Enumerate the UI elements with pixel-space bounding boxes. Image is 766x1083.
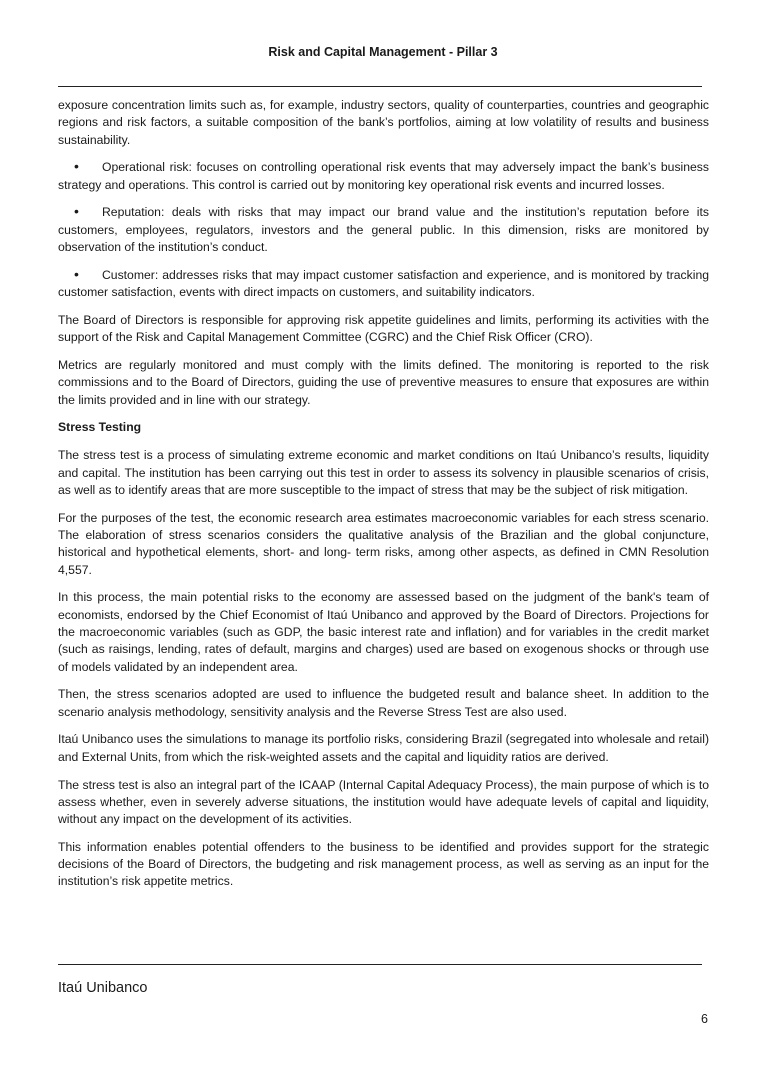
bullet-icon: •	[74, 203, 79, 220]
paragraph: The stress test is also an integral part of the ICAAP (Internal Capital Adequacy Process), the main purpose of which is to assess whether, even in severely adverse situations, the institution would have adequate levels of capital and liquidity, without any impact on the development of its activities.	[58, 777, 709, 827]
bullet-icon: •	[74, 265, 79, 282]
header-rule	[58, 86, 702, 87]
bullet-operational-risk: • Operational risk: focuses on controlling operational risk events that may adversely impact the bank’s business strategy and operations. This control is carried out by monitoring key operational risk events and incurred losses.	[58, 158, 709, 192]
paragraph: exposure concentration limits such as, for example, industry sectors, quality of counterparties, countries and geographic regions and risk factors, a suitable composition of the bank’s portfolios, aiming at low volatility of results and business sustainability.	[58, 98, 709, 147]
page-number: 6	[701, 1012, 708, 1026]
footer-rule	[58, 964, 702, 965]
paragraph: Itaú Unibanco uses the simulations to manage its portfolio risks, considering Brazil (segregated into wholesale and retail) and External Units, from which the risk-weighted assets and the capital and liquidity ratios are derived.	[58, 732, 709, 764]
bullet-icon: •	[74, 158, 79, 175]
section-heading: Stress Testing	[58, 420, 142, 435]
paragraph: The stress test is a process of simulating extreme economic and market conditions on Itaú Unibanco’s results, liquidity and capital. The institution has been carrying out this test in order to assess its solvency in plausible scenarios of crisis, as well as to identify areas that are more susceptible to the impact of stress that may be the subject of risk mitigation.	[58, 448, 709, 497]
paragraph: In this process, the main potential risks to the economy are assessed based on the judgment of the bank's team of economists, endorsed by the Chief Economist of Itaú Unibanco and approved by the Board of Directors. Projections for the macroeconomic variables (such as GDP, the basic interest rate and inflation) and for variables in the credit market (such as raisings, lending, rates of default, margins and charges) used are based on exogenous shocks or through use of models validated by an independent area.	[58, 590, 709, 674]
paragraph: This information enables potential offenders to the business to be identified and provides support for the strategic decisions of the Board of Directors, the budgeting and risk management process, as well as serving as an input for the institution’s risk appetite metrics.	[58, 839, 709, 889]
paragraph: Metrics are regularly monitored and must comply with the limits defined. The monitoring is reported to the risk commissions and to the Board of Directors, guiding the use of preventive measures to ensure that exposures are within the limits provided and in line with our strategy.	[58, 358, 709, 407]
paragraph: For the purposes of the test, the economic research area estimates macroeconomic variables for each stress scenario. The elaboration of stress scenarios considers the qualitative analysis of the Brazilian and the global conjuncture, historical and hypothetical elements, short- and long- term risks, among other aspects, as defined in CMN Resolution 4,557.	[58, 510, 709, 577]
page-header-title: Risk and Capital Management - Pillar 3	[268, 45, 498, 59]
bullet-customer: • Customer: addresses risks that may impact customer satisfaction and experience, and is monitored by tracking customer satisfaction, events with direct impacts on customers, and suitability indicators.	[58, 265, 709, 300]
paragraph: Then, the stress scenarios adopted are used to influence the budgeted result and balance sheet. In addition to the scenario analysis methodology, sensitivity analysis and the Reverse Stress Test are also used.	[58, 687, 709, 719]
document-body	[58, 97, 709, 901]
bullet-reputation: • Reputation: deals with risks that may impact our brand value and the institution’s reputation before its customers, employees, regulators, investors and the general public. In this dimension, risks are monitored by observation of the institution’s conduct.	[58, 203, 709, 255]
paragraph: The Board of Directors is responsible for approving risk appetite guidelines and limits, performing its activities with the support of the Risk and Capital Management Committee (CGRC) and the Chief Risk Officer (CRO).	[58, 312, 709, 345]
footer-company-name: Itaú Unibanco	[58, 980, 148, 996]
